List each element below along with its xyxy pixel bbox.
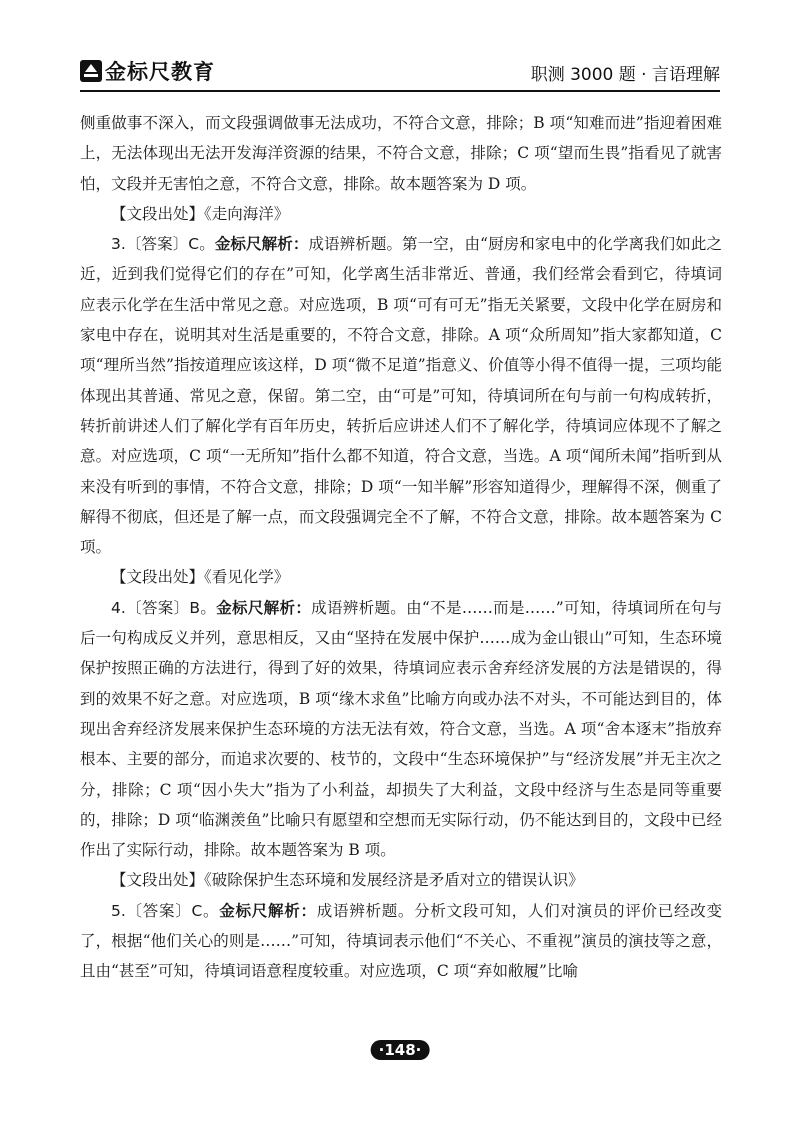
header-divider: [80, 90, 720, 92]
answer-q3: [80, 229, 722, 562]
page-header: [80, 52, 720, 92]
answer-q4-prefix: 4.〔答案〕B。: [111, 598, 217, 617]
book-title: 职测 3000 题 · 言语理解: [530, 65, 720, 85]
answer-q5-text: 成语辨析题。分析文段可知，人们对演员的评价已经改变了，根据“他们关心的则是……”可知，待填词表示他们“不关心、不重视”演员的演技等之意，且由“甚至”可知，待填词语意程度较重。对应选项，C 项“弃如敝履”比喻: [80, 901, 722, 981]
answer-q3-text: 成语辨析题。第一空，由“厨房和家电中的化学离我们如此之近，近到我们觉得它们的存在”可知，化学离生活非常近、普通，我们经常会看到它，待填词应表示化学在生活中常见之意。对应选项，B 项“可有可无”指无关紧要，文段中化学在厨房和家电中存在，说明其对生活是重要的，不符合文意，排除。A 项“众所周知”指大家都知道，C 项“理所当然”指按道理应该这样，D 项“微不足道”指意义、价值等小得不值得一提，三项均能体现出其普通、常见之意，保留。第二空，由“可是”可知，待填词所在句与前一句构成转折，转折前讲述人们了解化学有百年历史，转折后应讲述人们不了解化学，待填词应体现不了解之意。对应选项，C 项“一无所知”指什么都不知道，符合文意，当选。A 项“闻所未闻”指听到从来没有听到的事情，不符合文意，排除；D 项“一知半解”形容知道得少，理解得不深，侧重了解得不彻底，但还是了解一点，而文段强调完全不了解，不符合文意，排除。故本题答案为 C 项。: [80, 235, 722, 557]
publisher-logo: [80, 58, 215, 84]
analysis-label: 金标尺解析：: [214, 235, 309, 254]
logo-icon: [80, 60, 102, 82]
answer-q3-prefix: 3.〔答案〕C。: [111, 235, 215, 254]
paragraph-continuation: 侧重做事不深入，而文段强调做事无法成功，不符合文意，排除；B 项“知难而进”指迎着困难上，无法体现出无法开发海洋资源的结果，不符合文意，排除；C 项“望而生畏”指看见了就害怕，文段并无害怕之意，不符合文意，排除。故本题答案为 D 项。: [80, 114, 722, 193]
source-note-q4: 【文段出处】《破除保护生态环境和发展经济是矛盾对立的错误认识》: [111, 871, 584, 890]
answer-q5-prefix: 5.〔答案〕C。: [111, 901, 220, 920]
page-number: ·148·: [371, 1040, 430, 1060]
logo-text: 金标尺教育: [105, 60, 215, 84]
answer-q5: [80, 896, 722, 987]
answer-q4: [80, 593, 722, 866]
page-body: [80, 108, 722, 987]
source-note-q2: 【文段出处】《走向海洋》: [111, 204, 290, 223]
analysis-label: 金标尺解析：: [216, 598, 312, 617]
source-note-q3: 【文段出处】《看见化学》: [111, 568, 290, 587]
answer-q4-text: 成语辨析题。由“不是……而是……”可知，待填词所在句与后一句构成反义并列，意思相反，又由“坚持在发展中保护……成为金山银山”可知，生态环境保护按照正确的方法进行，得到了好的效果，待填词应表示舍弃经济发展的方法是错误的，得到的效果不好之意。对应选项，B 项“缘木求鱼”比喻方向或办法不对头，不可能达到目的，体现出舍弃经济发展来保护生态环境的方法无法有效，符合文意，当选。A 项“舍本逐末”指放弃根本、主要的部分，而追求次要的、枝节的，文段中“生态环境保护”与“经济发展”并无主次之分，排除；C 项“因小失大”指为了小利益，却损失了大利益，文段中经济与生态是同等重要的，排除；D 项“临渊羡鱼”比喻只有愿望和空想而无实际行动，仍不能达到目的，文段中已经作出了实际行动，排除。故本题答案为 B 项。: [80, 598, 722, 860]
analysis-label: 金标尺解析：: [219, 901, 317, 920]
